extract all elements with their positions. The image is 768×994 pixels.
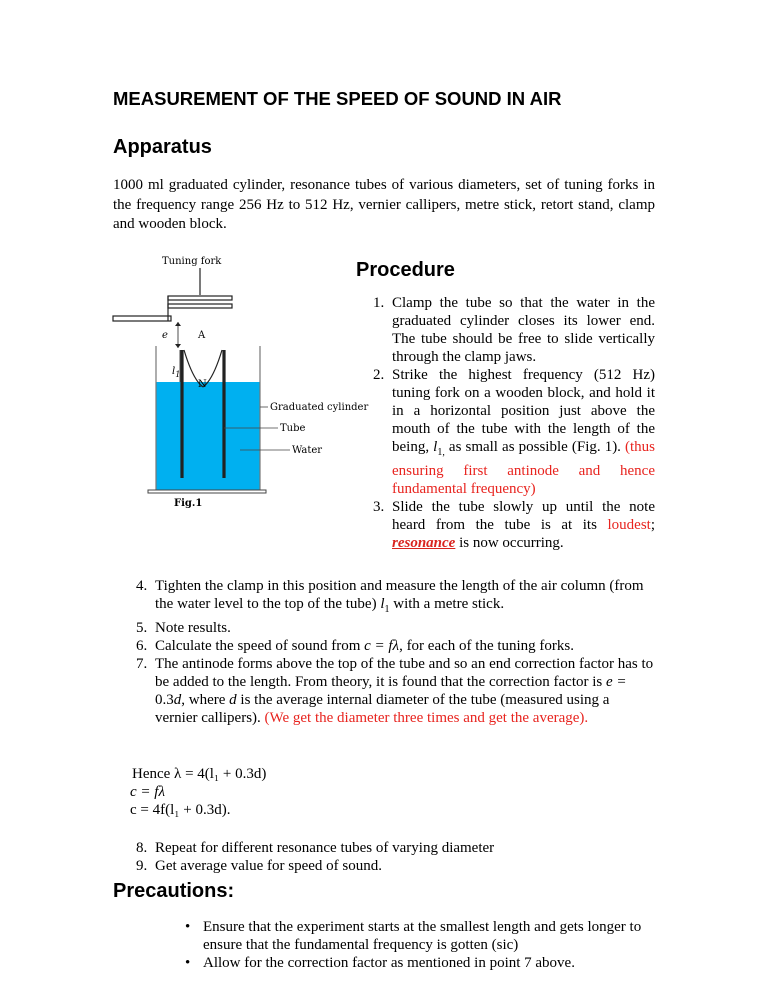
loudest-word: loudest (607, 517, 651, 533)
antinode-label: A (198, 330, 206, 341)
graduated-cylinder-label: Graduated cylinder (270, 402, 369, 413)
procedure-heading: Procedure (356, 259, 455, 281)
length-label: $l_1$ (172, 366, 181, 379)
step-9: 9. Get average value for speed of sound. (136, 858, 382, 874)
precaution-item: • Ensure that the experiment starts at the smallest length and gets longer to ensure that the fundamental frequency is gotten (sic) (203, 918, 663, 954)
step-2: 2. Strike the highest frequency (512 Hz) tuning fork on a wooden block, and hold it in a horizontal position just above the mouth of the tube with the length of the being, $l_{1,}$ as small as possible (Fig. 1). (thus ensuring first antinode and hence fundamental frequency) (373, 367, 656, 497)
formula-block (132, 765, 266, 819)
page-title: MEASUREMENT OF THE SPEED OF SOUND IN AIR (113, 88, 562, 109)
procedure-steps-middle (136, 577, 655, 727)
resonance-tube-figure (110, 250, 369, 520)
fork-prong-bottom (168, 304, 232, 308)
step-5: 5. Note results. (136, 620, 231, 636)
formula-line-3: c = 4f(l₁ + 0.3d). (130, 802, 231, 818)
procedure-steps-bottom (136, 839, 655, 875)
precautions-list (203, 918, 663, 972)
water-label: Water (292, 445, 323, 456)
step-8: 8. Repeat for different resonance tubes of varying diameter (136, 840, 495, 856)
precautions-heading: Precautions: (113, 880, 235, 902)
figure-caption: Fig.1 (174, 498, 203, 509)
end-correction-label: e (162, 330, 168, 341)
formula-line-1: Hence λ = 4(l₁ + 0.3d) (132, 766, 267, 782)
apparatus-heading: Apparatus (113, 136, 212, 158)
apparatus-text: 1000 ml graduated cylinder, resonance tubes of various diameters, set of tuning forks in the frequency range 256 Hz to 512 Hz, vernier callipers, metre stick, retort stand, clamp and wooden block. (113, 177, 655, 232)
step-7: 7. The antinode forms above the top of the tube and so an end correction factor has to be added to the length. From theory, it is found that the correction factor is e = 0.3d, where d is the average internal diameter of the tube (measured using a vernier callipers). (We get the diameter three times and get the average). (136, 656, 654, 726)
formula-line-2: c = fλ (130, 784, 165, 800)
water (156, 382, 260, 490)
cylinder-base (148, 490, 266, 493)
fork-handle (113, 316, 171, 321)
resonance-word: resonance (392, 535, 456, 551)
step-4: 4. Tighten the clamp in this position and measure the length of the air column (from the water level to the top of the tube) $l_1$ with a metre stick. (136, 578, 644, 615)
step-3: 3. Slide the tube slowly up until the note heard from the tube is at its loudest; resonance is now occurring. (373, 499, 656, 551)
tube-label: Tube (280, 423, 306, 434)
step-6: 6. Calculate the speed of sound from c = fλ, for each of the tuning forks. (136, 638, 575, 654)
step-1: 1. Clamp the tube so that the water in the graduated cylinder closes its lower end. The tube should be free to slide vertically through the clamp jaws. (373, 295, 655, 365)
step-2-note: (thus ensuring first antinode and hence fundamental frequency) (392, 439, 656, 497)
precaution-item: • Allow for the correction factor as mentioned in point 7 above. (203, 954, 663, 972)
procedure-steps-top (373, 294, 656, 552)
tuning-fork-label: Tuning fork (162, 256, 222, 267)
step-7-note: (We get the diameter three times and get the average). (264, 710, 589, 726)
node-label: N (198, 379, 207, 390)
fork-prong-top (168, 296, 232, 300)
